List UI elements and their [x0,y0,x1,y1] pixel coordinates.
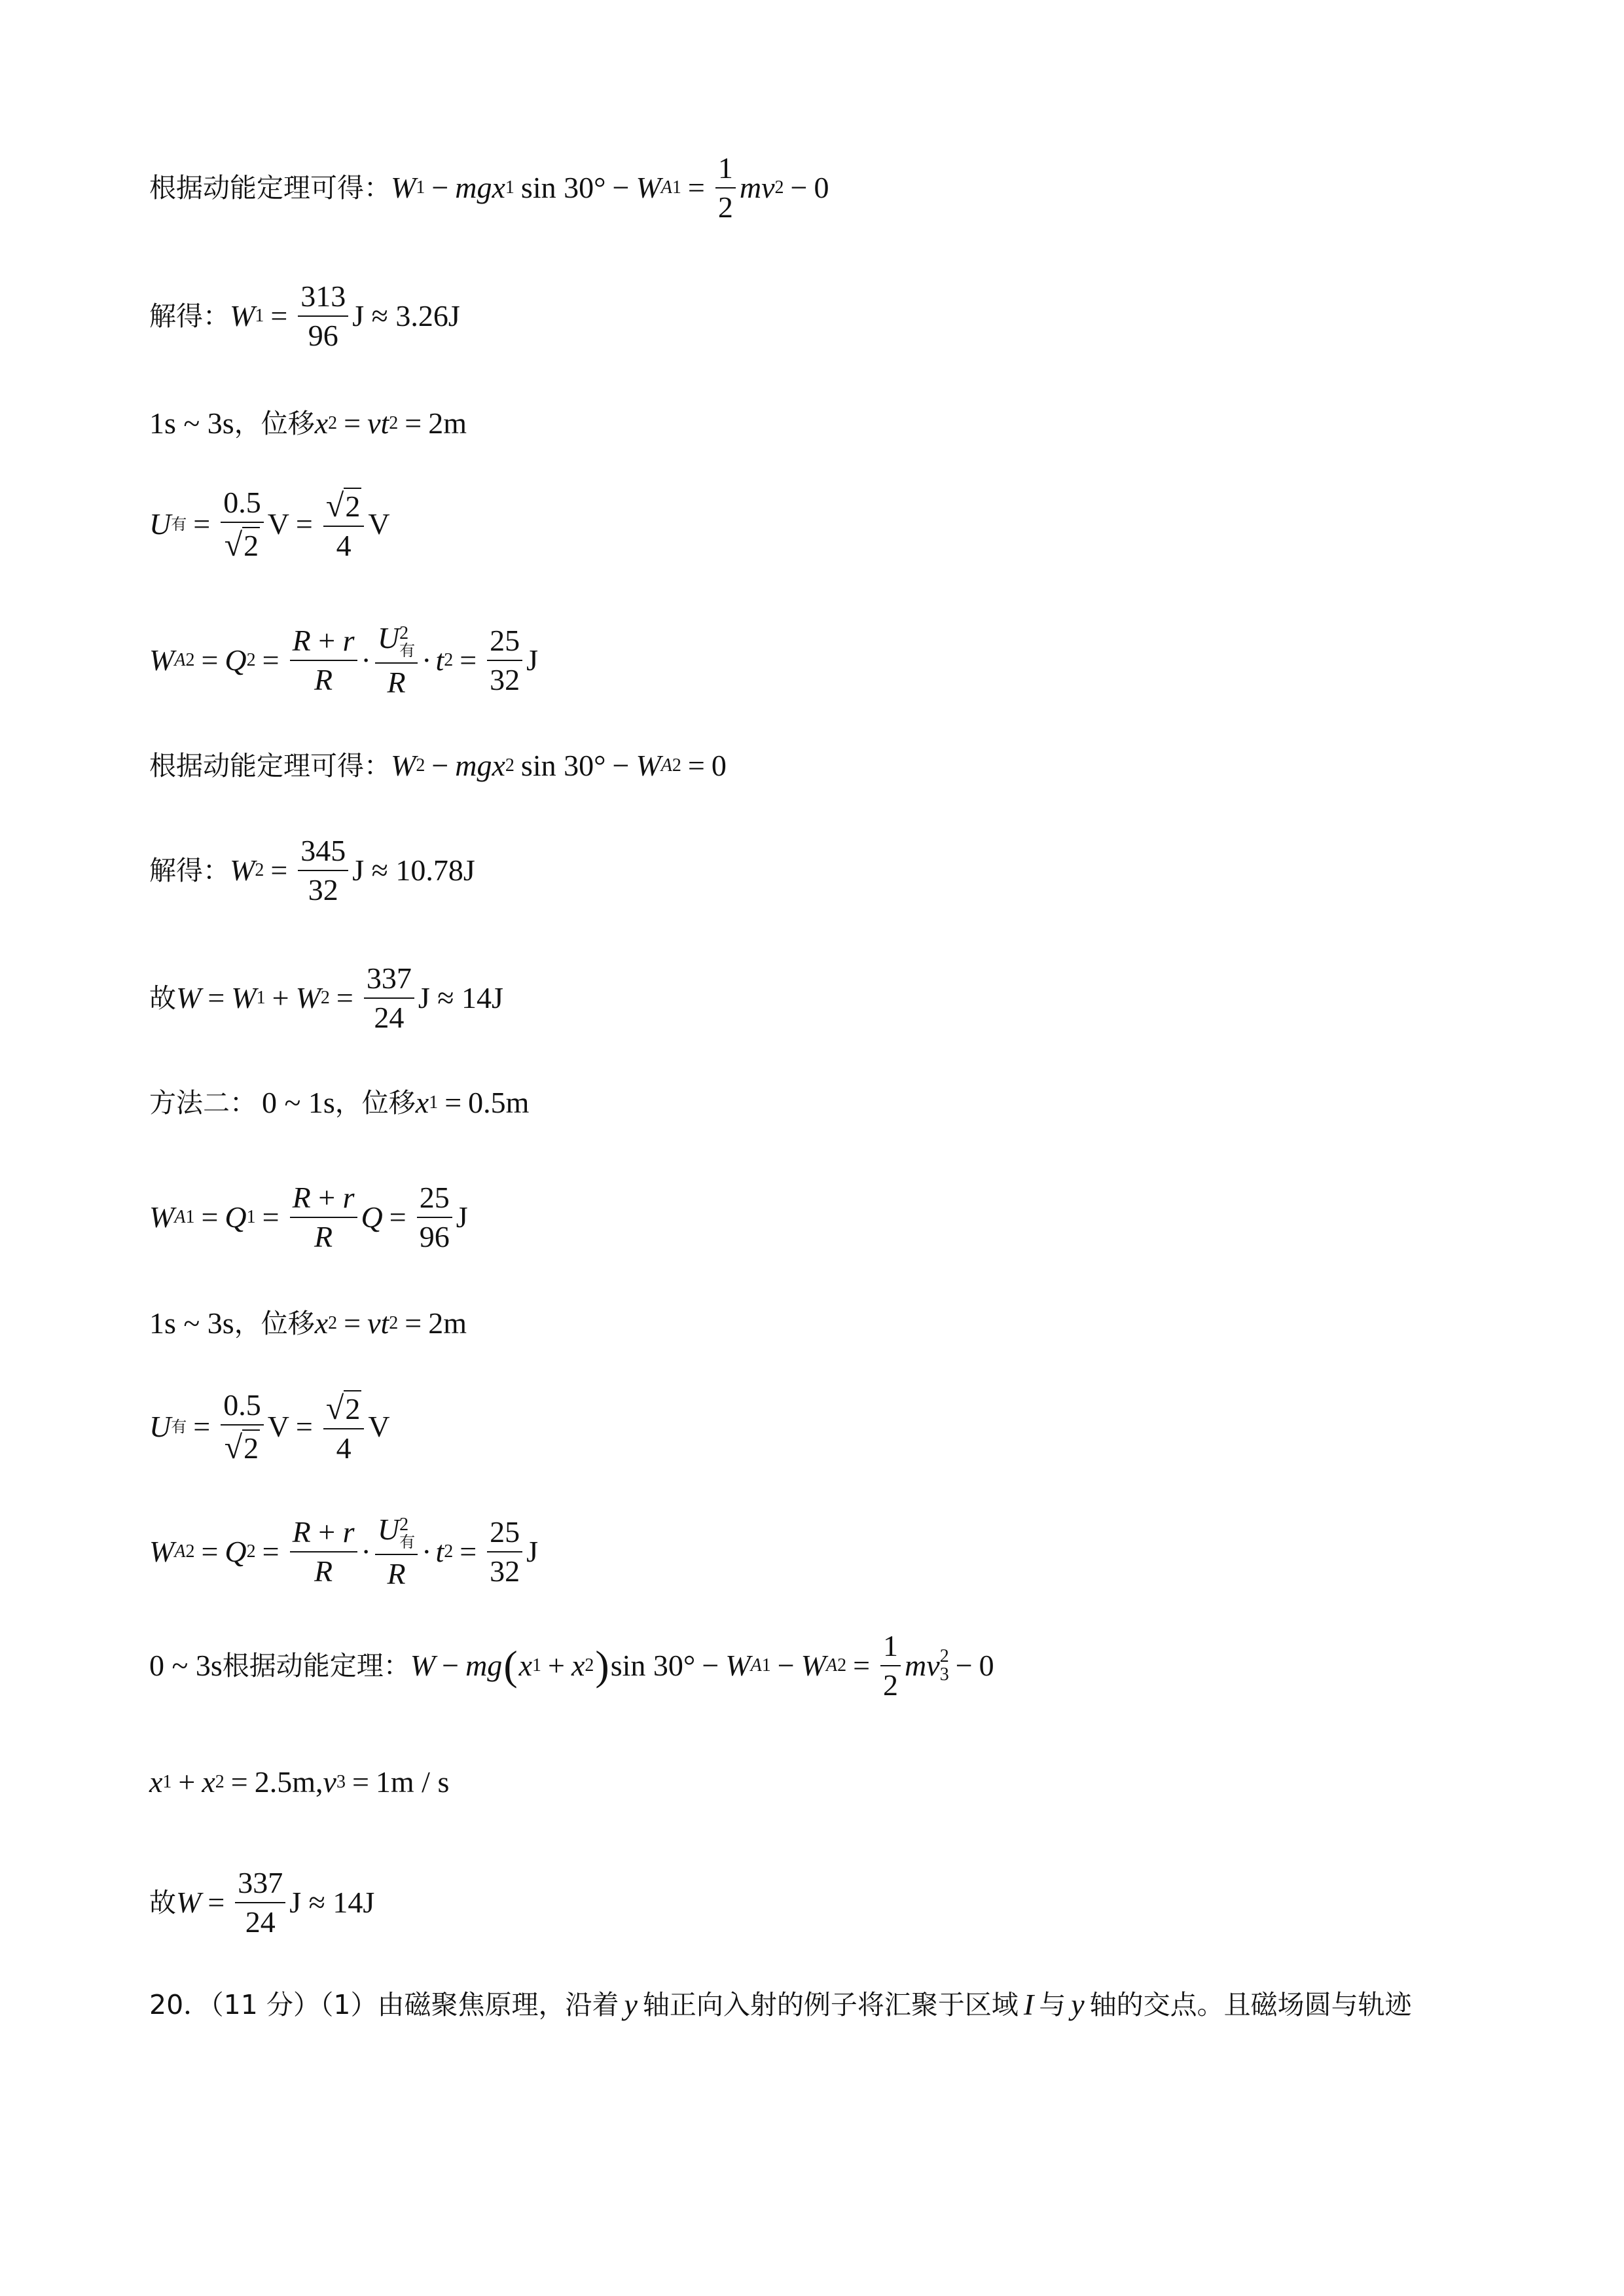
eq-wa2: W A 2 = Q 2 = $\frac{R + r}{R}$ · U 2 有 R · t 2 = $\frac{25}{32}$ J [149,621,539,699]
method-two-heading: 方法二： 0 ~ 1s ，位移 x 1 = 0.5m [149,1086,530,1119]
eq-solve-w1: 解得： W 1 = $\frac{313}{96}$ J ≈ 3.26J [149,279,460,352]
text-thm: 根据动能定理可得： [149,171,391,204]
eq-work-energy-0-3s: 0 ~ 3s 根据动能定理： W − mg ( x 1 + x 2 ) sin 30° − W A 1 − W A 2 = $\frac{1}{2}$ mv 2 3 − 0 [149,1629,994,1702]
eq-u-effective: U 有 = 0.5 √ 2 V = √ 2 4 V [149,486,390,563]
eq-total-work-b: 故 W = $\frac{337}{24}$ J ≈ 14J [149,1866,375,1939]
eq-displacement-x2: 1s ~ 3s ，位移 x 2 = vt 2 = 2m [149,406,467,440]
fraction-w1: $\frac{313}{96}$ [298,281,348,351]
eq-work-energy-2: 根据动能定理可得： W 2 − mgx 2 sin 30° − W A 2 = 0 [149,749,727,782]
eq-sum-displacement: x 1 + x 2 = 2.5m, v 3 = 1m / s [149,1765,450,1799]
eq-wa1: W A 1 = Q 1 = $\frac{R + r}{R}$ Q = $\frac{25}{96}$ J [149,1181,468,1253]
eq-solve-w2: 解得： W 2 = $\frac{345}{32}$ J ≈ 10.78J [149,834,475,906]
fraction-half: $\frac{1}{2}$ [715,153,736,223]
eq-total-work: 故 W = W 1 + W 2 = $\frac{337}{24}$ J ≈ 14J [149,961,503,1034]
eq-wa2-b: W A 2 = Q 2 = $\frac{R + r}{R}$ · U 2 有 R · t 2 = $\frac{25}{32}$ J [149,1513,539,1590]
eq-work-energy-1: 根据动能定理可得： W 1 − mgx 1 sin 30° − W A 1 = $\frac{1}{2}$ mv 2 − 0 [149,151,829,224]
question-20-text: 20．（11 分）（1）由磁聚焦原理，沿着 y 轴正向入射的例子将汇聚于区域 I 与 y 轴的交点。且磁场圆与轨迹 [149,1988,1412,2021]
eq-u-effective-b: U 有 = 0.5 √ 2 V = √ 2 4 V [149,1388,390,1465]
sin30: sin 30° [520,171,606,204]
eq-displacement-x2-b: 1s ~ 3s ，位移 x 2 = vt 2 = 2m [149,1306,467,1340]
